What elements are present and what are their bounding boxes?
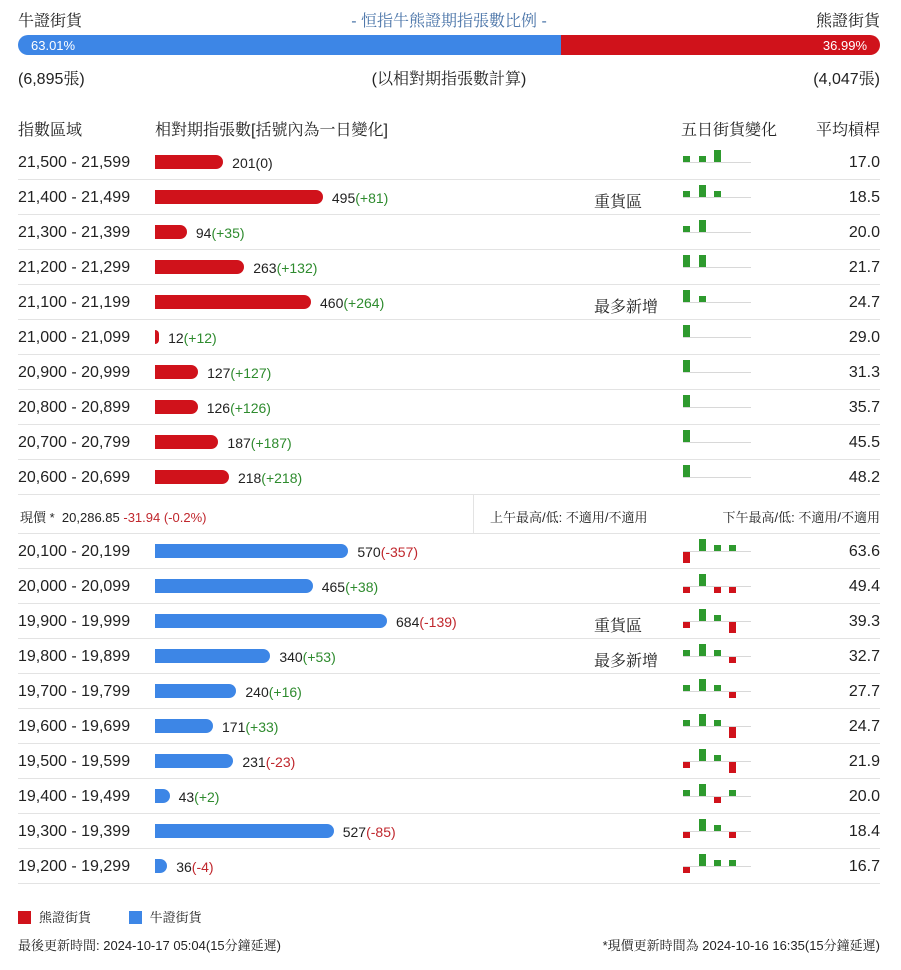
sparkline-bar	[729, 727, 736, 738]
sparkline-bar	[699, 539, 706, 551]
contracts-bar	[155, 155, 223, 169]
col-header-range: 指數區域	[18, 122, 83, 139]
sparkline-bar	[683, 430, 690, 442]
daily-change: (+218)	[261, 470, 303, 486]
contracts-count: 340	[279, 649, 303, 665]
sparkline-bar	[683, 685, 690, 691]
daily-change: (+264)	[343, 295, 385, 311]
contracts-bar	[155, 365, 198, 379]
sparkline-bar	[683, 650, 690, 656]
sparkline-bar	[729, 622, 736, 633]
sparkline-bar	[714, 720, 721, 726]
table-row	[18, 390, 880, 425]
sparkline-bar	[699, 854, 706, 866]
sparkline-bar	[683, 325, 690, 337]
contracts-value	[196, 225, 245, 241]
five-day-sparkline	[683, 185, 751, 209]
table-row	[18, 604, 880, 639]
range-label: 20,100 - 20,199	[18, 543, 131, 560]
avg-lever: 49.4	[848, 578, 880, 595]
contracts-count: 240	[245, 684, 269, 700]
sparkline-bar	[699, 749, 706, 761]
five-day-sparkline	[683, 679, 751, 703]
sparkline-bar	[683, 762, 690, 768]
avg-lever: 24.7	[848, 718, 880, 735]
zone-tag: 最多新增	[594, 653, 659, 670]
avg-lever: 21.9	[848, 753, 880, 770]
sparkline-bar	[683, 867, 690, 873]
daily-change: (+33)	[245, 719, 279, 735]
bull-ratio-fill	[18, 35, 561, 55]
col-header-contracts: 相對期指張數[括號內為一日變化]	[155, 122, 388, 139]
current-price-row	[18, 495, 880, 534]
five-day-sparkline	[683, 465, 751, 489]
sparkline-bar	[699, 819, 706, 831]
bull-legend-swatch	[129, 911, 142, 924]
sparkline-bar	[699, 255, 706, 267]
sparkline-bar	[714, 650, 721, 656]
contracts-bar	[155, 684, 236, 698]
table-row	[18, 145, 880, 180]
range-label: 20,600 - 20,699	[18, 469, 131, 486]
contracts-value	[279, 649, 335, 665]
range-label: 19,200 - 19,299	[18, 858, 131, 875]
daily-change: (-85)	[366, 824, 396, 840]
sparkline-bar	[714, 755, 721, 761]
calc-note: (以相對期指張數計算)	[371, 71, 527, 88]
contracts-value	[232, 155, 272, 171]
table-row	[18, 215, 880, 250]
table-row	[18, 569, 880, 604]
table-row	[18, 709, 880, 744]
sparkline-bar	[683, 622, 690, 628]
table-row	[18, 320, 880, 355]
range-label: 19,600 - 19,699	[18, 718, 131, 735]
daily-change: (+81)	[355, 190, 389, 206]
sparkline-bar	[699, 220, 706, 232]
daily-change: (+132)	[276, 260, 318, 276]
sparkline-bar	[714, 860, 721, 866]
sparkline-bar	[714, 615, 721, 621]
contracts-count: 527	[342, 824, 367, 840]
price-updated: *現價更新時間為 2024-10-16 16:35(15分鐘延遲)	[602, 938, 880, 953]
sparkline-bar	[683, 552, 690, 563]
avg-lever: 48.2	[848, 469, 880, 486]
table-row	[18, 744, 880, 779]
five-day-sparkline	[683, 430, 751, 454]
avg-lever: 35.7	[848, 399, 880, 416]
contracts-count: 43	[178, 789, 195, 805]
contracts-value	[207, 400, 271, 416]
contracts-count: 36	[176, 859, 192, 875]
col-header-five-day: 五日街貨變化	[681, 122, 778, 139]
sparkline-bar	[683, 465, 690, 477]
range-label: 21,200 - 21,299	[18, 259, 131, 276]
zone-tag: 最多新增	[594, 299, 659, 316]
avg-lever: 17.0	[848, 154, 880, 171]
sparkline-bar	[699, 784, 706, 796]
sparkline-bar	[714, 825, 721, 831]
contracts-value	[179, 789, 220, 805]
contracts-bar	[155, 754, 233, 768]
contracts-bar	[155, 614, 387, 628]
daily-change: (+35)	[211, 225, 245, 241]
pm-high-low: 下午最高/低: 不適用/不適用	[722, 510, 880, 525]
contracts-count: 231	[242, 754, 266, 770]
contracts-value	[357, 544, 418, 560]
contracts-value	[168, 330, 217, 346]
sparkline-bar	[729, 657, 736, 663]
five-day-sparkline	[683, 644, 751, 668]
contracts-bar	[155, 295, 311, 309]
sparkline-bar	[729, 587, 736, 593]
contracts-value	[320, 295, 384, 311]
contracts-bar	[155, 225, 187, 239]
sparkline-bar	[714, 685, 721, 691]
sparkline-bar	[729, 692, 736, 698]
five-day-sparkline	[683, 714, 751, 738]
table-row	[18, 250, 880, 285]
daily-change: (-23)	[265, 754, 296, 770]
contracts-count: 570	[357, 544, 381, 560]
contracts-value	[322, 579, 378, 595]
avg-lever: 31.3	[848, 364, 880, 381]
contracts-count: 263	[253, 260, 277, 276]
contracts-count: 126	[206, 400, 231, 416]
avg-lever: 20.0	[848, 788, 880, 805]
five-day-sparkline	[683, 220, 751, 244]
contracts-value	[245, 684, 301, 700]
table-row	[18, 849, 880, 884]
range-label: 19,500 - 19,599	[18, 753, 131, 770]
bull-count: (6,895張)	[18, 71, 85, 88]
sparkline-bar	[683, 832, 690, 838]
five-day-sparkline	[683, 609, 751, 633]
contracts-count: 127	[207, 365, 231, 381]
sparkline-bar	[714, 191, 721, 197]
sparkline-bar	[699, 609, 706, 621]
contracts-count: 465	[321, 579, 346, 595]
bull-bear-ratio-bar	[18, 35, 880, 55]
contracts-bar	[155, 400, 198, 414]
daily-change: (+16)	[268, 684, 302, 700]
zone-tag: 重貨區	[594, 194, 643, 211]
price-value: 20,286.85	[61, 510, 120, 525]
avg-lever: 18.4	[848, 823, 880, 840]
sparkline-bar	[683, 290, 690, 302]
contracts-value	[253, 260, 317, 276]
five-day-sparkline	[683, 290, 751, 314]
range-label: 20,800 - 20,899	[18, 399, 131, 416]
avg-lever: 20.0	[848, 224, 880, 241]
daily-change: (+127)	[230, 365, 272, 381]
legend-bull: 牛證街貨	[149, 910, 202, 925]
table-row	[18, 534, 880, 569]
sparkline-bar	[729, 790, 736, 796]
contracts-bar	[155, 470, 229, 484]
range-label: 21,300 - 21,399	[18, 224, 131, 241]
contracts-count: 171	[222, 719, 246, 735]
contracts-value	[332, 190, 388, 206]
avg-lever: 32.7	[848, 648, 880, 665]
am-high-low: 上午最高/低: 不適用/不適用	[490, 510, 648, 525]
contracts-bar	[155, 824, 334, 838]
sparkline-bar	[683, 395, 690, 407]
daily-change: (-4)	[191, 859, 214, 875]
daily-change: (-357)	[380, 544, 419, 560]
sparkline-bar	[683, 790, 690, 796]
bull-pct: 63.01%	[31, 37, 76, 53]
bear-count: (4,047張)	[813, 71, 880, 88]
daily-change: (+38)	[345, 579, 379, 595]
sparkline-bar	[699, 296, 706, 302]
daily-change: (+2)	[194, 789, 220, 805]
sparkline-bar	[699, 185, 706, 197]
range-label: 21,100 - 21,199	[18, 294, 131, 311]
five-day-sparkline	[683, 574, 751, 598]
range-label: 21,000 - 21,099	[18, 329, 131, 346]
table-row	[18, 674, 880, 709]
contracts-bar	[155, 719, 213, 733]
contracts-value	[238, 470, 302, 486]
table-row	[18, 779, 880, 814]
five-day-sparkline	[683, 539, 751, 563]
contracts-bar	[155, 190, 323, 204]
range-label: 19,900 - 19,999	[18, 613, 131, 630]
contracts-value	[227, 435, 291, 451]
sparkline-bar	[683, 156, 690, 162]
contracts-bar	[155, 649, 270, 663]
table-row	[18, 285, 880, 320]
col-header-avg-lever: 平均槓桿	[815, 122, 880, 139]
range-label: 19,800 - 19,899	[18, 648, 131, 665]
bear-legend-swatch	[18, 911, 31, 924]
five-day-sparkline	[683, 784, 751, 808]
sparkline-bar	[729, 832, 736, 838]
contracts-value	[176, 859, 213, 875]
bear-ratio-fill	[561, 35, 880, 55]
sparkline-bar	[699, 156, 706, 162]
sparkline-bar	[683, 587, 690, 593]
contracts-bar	[155, 579, 313, 593]
avg-lever: 39.3	[848, 613, 880, 630]
sparkline-bar	[683, 720, 690, 726]
page-title: - 恒指牛熊證期指張數比例 -	[351, 13, 547, 30]
table-row	[18, 180, 880, 215]
sparkline-bar	[683, 360, 690, 372]
contracts-value	[207, 365, 271, 381]
sparkline-bar	[683, 226, 690, 232]
bear-label: 熊證街貨	[815, 13, 880, 30]
table-row	[18, 425, 880, 460]
table-row	[18, 639, 880, 674]
contracts-bar	[155, 859, 167, 873]
contracts-value	[396, 614, 457, 630]
five-day-sparkline	[683, 150, 751, 174]
price-change: -31.94 (-0.2%)	[123, 510, 207, 525]
range-label: 21,400 - 21,499	[18, 189, 131, 206]
daily-change: (+187)	[250, 435, 292, 451]
sparkline-bar	[699, 574, 706, 586]
daily-change: (+126)	[230, 400, 271, 416]
contracts-value	[343, 824, 396, 840]
range-label: 19,400 - 19,499	[18, 788, 131, 805]
five-day-sparkline	[683, 749, 751, 773]
contracts-bar	[155, 260, 244, 274]
contracts-value	[242, 754, 295, 770]
table-row	[18, 355, 880, 390]
contracts-count: 684	[396, 614, 420, 630]
avg-lever: 18.5	[848, 189, 880, 206]
avg-lever: 16.7	[848, 858, 880, 875]
range-label: 20,700 - 20,799	[18, 434, 131, 451]
sparkline-bar	[699, 679, 706, 691]
contracts-bar	[155, 544, 348, 558]
range-label: 19,300 - 19,399	[18, 823, 131, 840]
table-row	[18, 814, 880, 849]
price-label: 現價 *	[20, 510, 55, 525]
avg-lever: 24.7	[848, 294, 880, 311]
contracts-count: 12	[168, 330, 184, 346]
contracts-count: 460	[320, 295, 344, 311]
range-label: 20,000 - 20,099	[18, 578, 131, 595]
five-day-sparkline	[683, 819, 751, 843]
five-day-sparkline	[683, 255, 751, 279]
range-label: 21,500 - 21,599	[18, 154, 131, 171]
sparkline-bar	[729, 860, 736, 866]
sparkline-bar	[729, 545, 736, 551]
sparkline-bar	[714, 545, 721, 551]
avg-lever: 63.6	[848, 543, 880, 560]
bear-pct: 36.99%	[822, 37, 867, 53]
header	[18, 6, 880, 30]
zone-tag: 重貨區	[594, 618, 643, 635]
sparkline-bar	[714, 587, 721, 593]
contracts-bar	[155, 789, 170, 803]
contracts-count: 201	[232, 155, 256, 171]
five-day-sparkline	[683, 854, 751, 878]
contracts-count: 94	[195, 225, 212, 241]
divider	[473, 495, 474, 533]
contracts-count: 218	[237, 470, 262, 486]
last-updated: 最後更新時間: 2024-10-17 05:04(15分鐘延遲)	[18, 938, 281, 953]
sparkline-bar	[714, 797, 721, 803]
daily-change: (+53)	[302, 649, 336, 665]
contracts-bar	[155, 435, 218, 449]
daily-change: (-139)	[419, 614, 457, 630]
five-day-sparkline	[683, 325, 751, 349]
range-label: 19,700 - 19,799	[18, 683, 131, 700]
five-day-sparkline	[683, 360, 751, 384]
daily-change: (0)	[255, 155, 273, 171]
bull-label: 牛證街貨	[18, 13, 83, 30]
avg-lever: 29.0	[848, 329, 880, 346]
sparkline-bar	[699, 644, 706, 656]
contracts-bar	[155, 330, 159, 344]
legend-bear: 熊證街貨	[39, 910, 92, 925]
sparkline-bar	[699, 714, 706, 726]
sparkline-bar	[714, 150, 721, 162]
contracts-count: 495	[331, 190, 356, 206]
legend	[18, 907, 202, 926]
five-day-sparkline	[683, 395, 751, 419]
daily-change: (+12)	[183, 330, 217, 346]
contracts-value	[222, 719, 278, 735]
avg-lever: 45.5	[848, 434, 880, 451]
range-label: 20,900 - 20,999	[18, 364, 131, 381]
table-row	[18, 460, 880, 495]
sparkline-bar	[683, 191, 690, 197]
sparkline-bar	[683, 255, 690, 267]
avg-lever: 21.7	[848, 259, 880, 276]
contracts-count: 187	[227, 435, 251, 451]
sparkline-bar	[729, 762, 736, 773]
avg-lever: 27.7	[848, 683, 880, 700]
